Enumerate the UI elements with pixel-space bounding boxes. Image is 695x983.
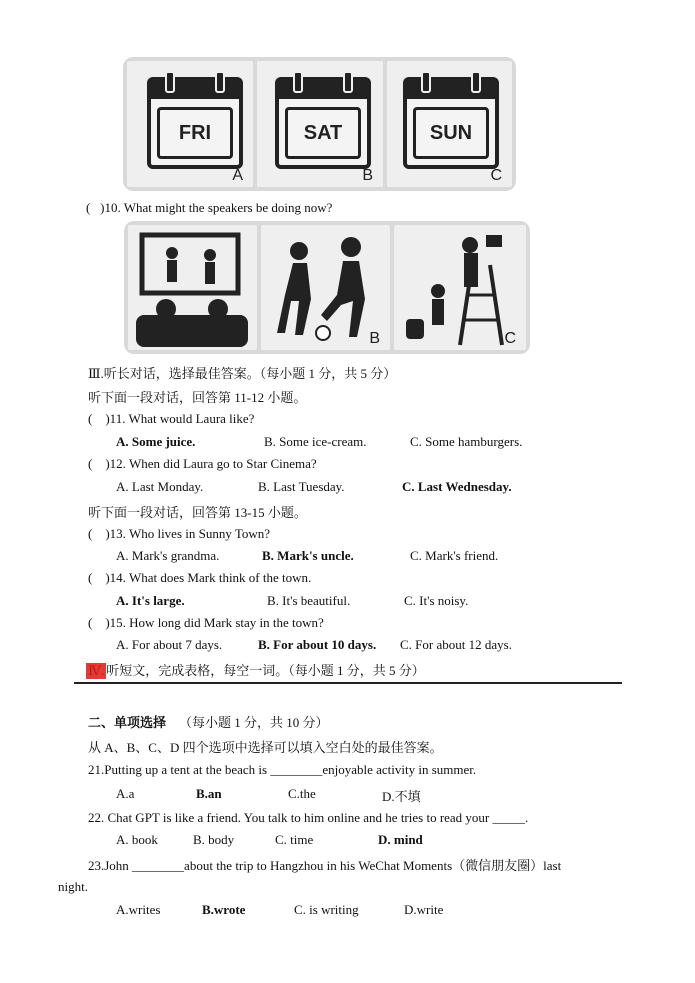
q22-text: 22. Chat GPT is like a friend. You talk to him online and he tries to read your _____. (88, 810, 529, 825)
q21-text: 21.Putting up a tent at the beach is ________enjoyable activity in summer. (88, 762, 477, 777)
section2-score: （每小题 1 分，共 10 分） (179, 715, 329, 730)
answer-paren-open[interactable]: ( (86, 200, 91, 215)
section2-heading (88, 712, 329, 731)
q15-question (88, 615, 324, 631)
section2-title: 二、单项选择 (88, 715, 167, 730)
q13-option-c: C. Mark's friend. (410, 548, 499, 563)
q11-text: )11. What would Laura like? (105, 411, 255, 426)
q10-image-panel (124, 221, 530, 354)
q22-option-c: C. time (275, 832, 314, 847)
q21-option-c: C.the (288, 786, 316, 801)
q11-option-b: B. Some ice-cream. (264, 434, 367, 449)
section3-title: Ⅲ.听长对话，选择最佳答案。（每小题 1 分，共 5 分） (88, 366, 397, 381)
calendar-icon (403, 77, 499, 169)
q12-text: )12. When did Laura go to Star Cinema? (105, 456, 317, 471)
q23-option-b: B.wrote (202, 902, 246, 917)
q15-text: )15. How long did Mark stay in the town? (105, 615, 324, 630)
q13-option-b: B. Mark's uncle. (262, 548, 354, 563)
section4-title (86, 660, 425, 679)
option-letter: A (236, 330, 247, 347)
section3-intro-13-15: 听下面一段对话，回答第 13-15 小题。 (88, 505, 307, 520)
q10-option-a-image (128, 225, 257, 350)
option-letter: C (504, 330, 516, 347)
section4-text: 听短文，完成表格，每空一词。（每小题 1 分，共 5 分） (106, 663, 425, 678)
day-label: FRI (157, 107, 233, 159)
q12-option-c: C. Last Wednesday. (402, 479, 512, 494)
q9-image-panel (123, 57, 516, 191)
q15-option-c: C. For about 12 days. (400, 637, 512, 652)
answer-paren-open[interactable]: ( (88, 615, 93, 630)
q13-text: )13. Who lives in Sunny Town? (105, 526, 271, 541)
calendar-icon (147, 77, 243, 169)
q9-option-b-image (257, 61, 383, 187)
q23-text-continued: night. (58, 879, 88, 894)
q9-option-a-image (127, 61, 253, 187)
q11-option-c: C. Some hamburgers. (410, 434, 523, 449)
q23-text: 23.John ________about the trip to Hangzhou in his WeChat Moments（微信朋友圈）last (88, 858, 562, 873)
q22-option-a: A. book (116, 832, 158, 847)
q10-option-c-image (394, 225, 526, 350)
answer-paren-open[interactable]: ( (88, 456, 93, 471)
highlight-mark: Ⅳ. (88, 663, 105, 678)
day-label: SAT (285, 107, 361, 159)
q21-option-d: D.不填 (382, 789, 421, 804)
q22-option-b: B. body (193, 832, 235, 847)
option-letter: A (232, 167, 243, 184)
q21-option-a: A.a (116, 786, 135, 801)
q12-option-a: A. Last Monday. (116, 479, 204, 494)
answer-paren-open[interactable]: ( (88, 526, 93, 541)
q14-option-a: A. It's large. (116, 593, 185, 608)
q9-option-c-image (387, 61, 512, 187)
q21-option-b: B.an (196, 786, 222, 801)
answer-paren-close: ) (100, 200, 105, 215)
q10-question (86, 200, 332, 216)
section2-intro: 从 A、B、C、D 四个选项中选择可以填入空白处的最佳答案。 (88, 740, 443, 755)
q11-question (88, 411, 254, 427)
answer-paren-open[interactable]: ( (88, 411, 93, 426)
q14-text: )14. What does Mark think of the town. (105, 570, 312, 585)
option-letter: B (362, 167, 373, 184)
section-divider (74, 682, 622, 684)
q10-text: 10. What might the speakers be doing now? (104, 200, 333, 215)
q23-option-d: D.write (404, 902, 444, 917)
q13-question (88, 526, 270, 542)
q23-option-a: A.writes (116, 902, 161, 917)
q12-option-b: B. Last Tuesday. (258, 479, 345, 494)
q14-question (88, 570, 311, 586)
q23-option-c: C. is writing (294, 902, 359, 917)
q13-option-a: A. Mark's grandma. (116, 548, 220, 563)
q10-option-b-image (261, 225, 390, 350)
q15-option-b: B. For about 10 days. (258, 637, 377, 652)
section3-intro-11-12: 听下面一段对话，回答第 11-12 小题。 (88, 390, 307, 405)
option-letter: C (490, 167, 502, 184)
q14-option-b: B. It's beautiful. (267, 593, 351, 608)
q15-option-a: A. For about 7 days. (116, 637, 223, 652)
calendar-icon (275, 77, 371, 169)
q14-option-c: C. It's noisy. (404, 593, 469, 608)
day-label: SUN (413, 107, 489, 159)
q11-option-a: A. Some juice. (116, 434, 196, 449)
q12-question (88, 456, 317, 472)
option-letter: B (369, 330, 380, 347)
answer-paren-open[interactable]: ( (88, 570, 93, 585)
q22-option-d: D. mind (378, 832, 423, 847)
